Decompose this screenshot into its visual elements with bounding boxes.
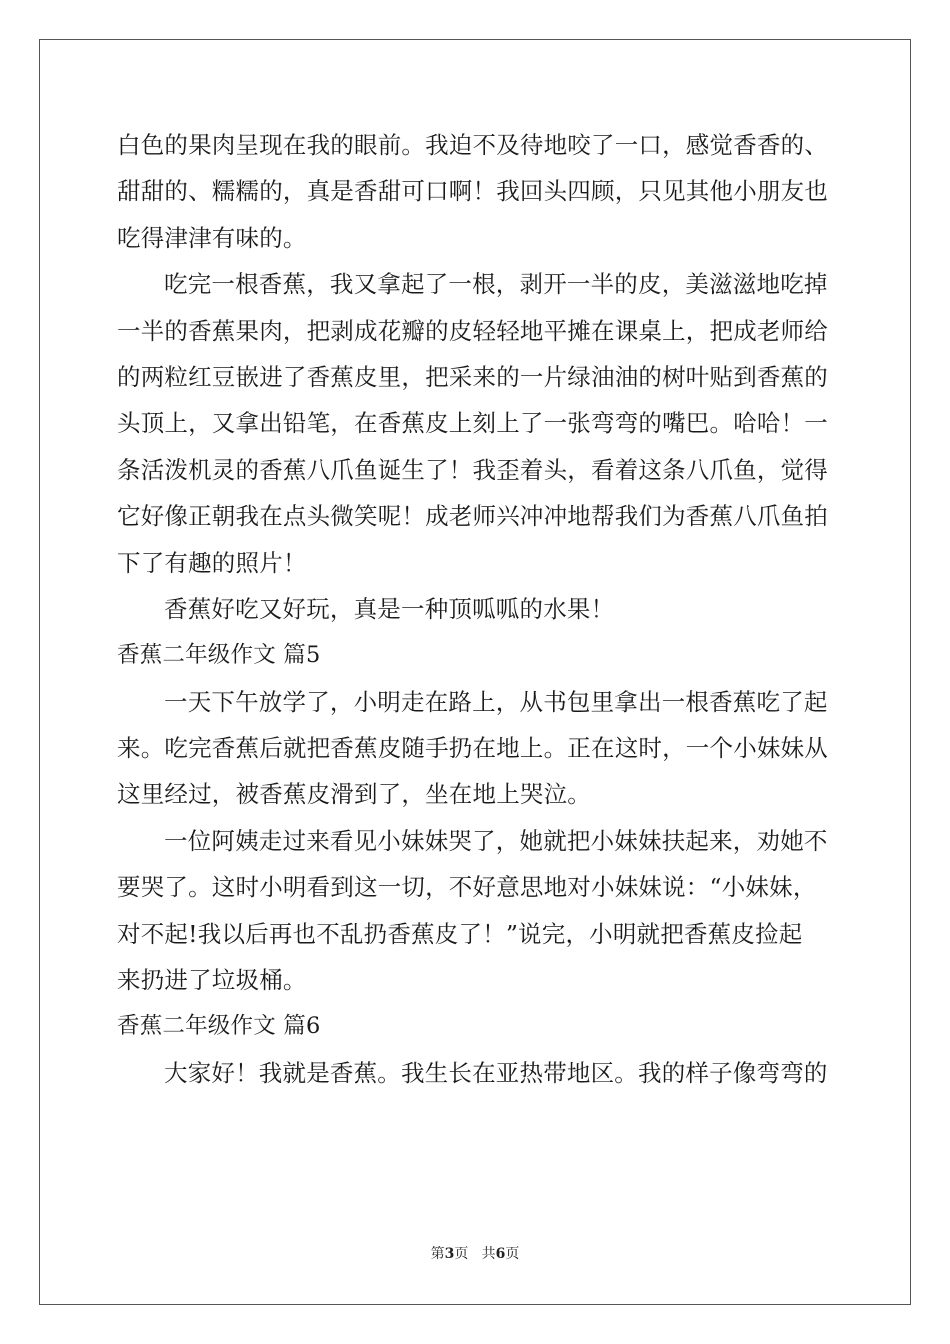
text-line: 一半的香蕉果肉，把剥成花瓣的皮轻轻地平摊在课桌上，把成老师给 — [117, 316, 828, 345]
section-heading: 香蕉二年级作文 篇6 — [117, 1013, 321, 1040]
footer-suffix: 页 — [505, 1246, 520, 1262]
text-line: 对不起!我以后再也不乱扔香蕉皮了！”说完，小明就把香蕉皮捡起 — [117, 919, 803, 948]
text-line: 甜甜的、糯糯的，真是香甜可口啊！我回头四顾，只见其他小朋友也 — [117, 177, 828, 206]
text-line: 一位阿姨走过来看见小妹妹哭了，她就把小妹妹扶起来，劝她不 — [164, 826, 828, 855]
text-line: 要哭了。这时小明看到这一切，不好意思地对小妹妹说：“小妹妹， — [117, 873, 817, 902]
text-line: 下了有趣的照片！ — [117, 548, 307, 577]
text-line: 它好像正朝我在点头微笑呢！成老师兴冲冲地帮我们为香蕉八爪鱼拍 — [117, 502, 828, 531]
footer-prefix: 第 — [430, 1246, 445, 1262]
current-page-number: 3 — [444, 1246, 455, 1262]
document-body — [117, 122, 835, 1096]
footer-mid: 页 共 — [454, 1246, 496, 1262]
page-footer — [0, 1244, 950, 1264]
text-line: 条活泼机灵的香蕉八爪鱼诞生了！我歪着头，看着这条八爪鱼，觉得 — [117, 455, 828, 484]
text-line: 头顶上，又拿出铅笔，在香蕉皮上刻上了一张弯弯的嘴巴。哈哈！一 — [117, 409, 828, 438]
text-line: 吃得津津有味的。 — [117, 223, 307, 252]
text-line: 来扔进了垃圾桶。 — [117, 966, 307, 995]
text-line: 这里经过，被香蕉皮滑到了，坐在地上哭泣。 — [117, 780, 591, 809]
text-line: 白色的果肉呈现在我的眼前。我迫不及待地咬了一口，感觉香香的、 — [117, 131, 828, 159]
text-line: 香蕉好吃又好玩，真是一种顶呱呱的水果！ — [164, 594, 615, 623]
text-line: 大家好！我就是香蕉。我生长在亚热带地区。我的样子像弯弯的 — [164, 1058, 828, 1087]
text-line: 来。吃完香蕉后就把香蕉皮随手扔在地上。正在这时，一个小妹妹从 — [117, 734, 828, 763]
total-page-count: 6 — [495, 1246, 506, 1262]
text-line: 一天下午放学了，小明走在路上，从书包里拿出一根香蕉吃了起 — [164, 687, 828, 716]
text-line: 的两粒红豆嵌进了香蕉皮里，把采来的一片绿油油的树叶贴到香蕉的 — [117, 362, 828, 391]
text-line: 吃完一根香蕉，我又拿起了一根，剥开一半的皮，美滋滋地吃掉 — [164, 270, 828, 299]
section-heading: 香蕉二年级作文 篇5 — [117, 642, 321, 669]
